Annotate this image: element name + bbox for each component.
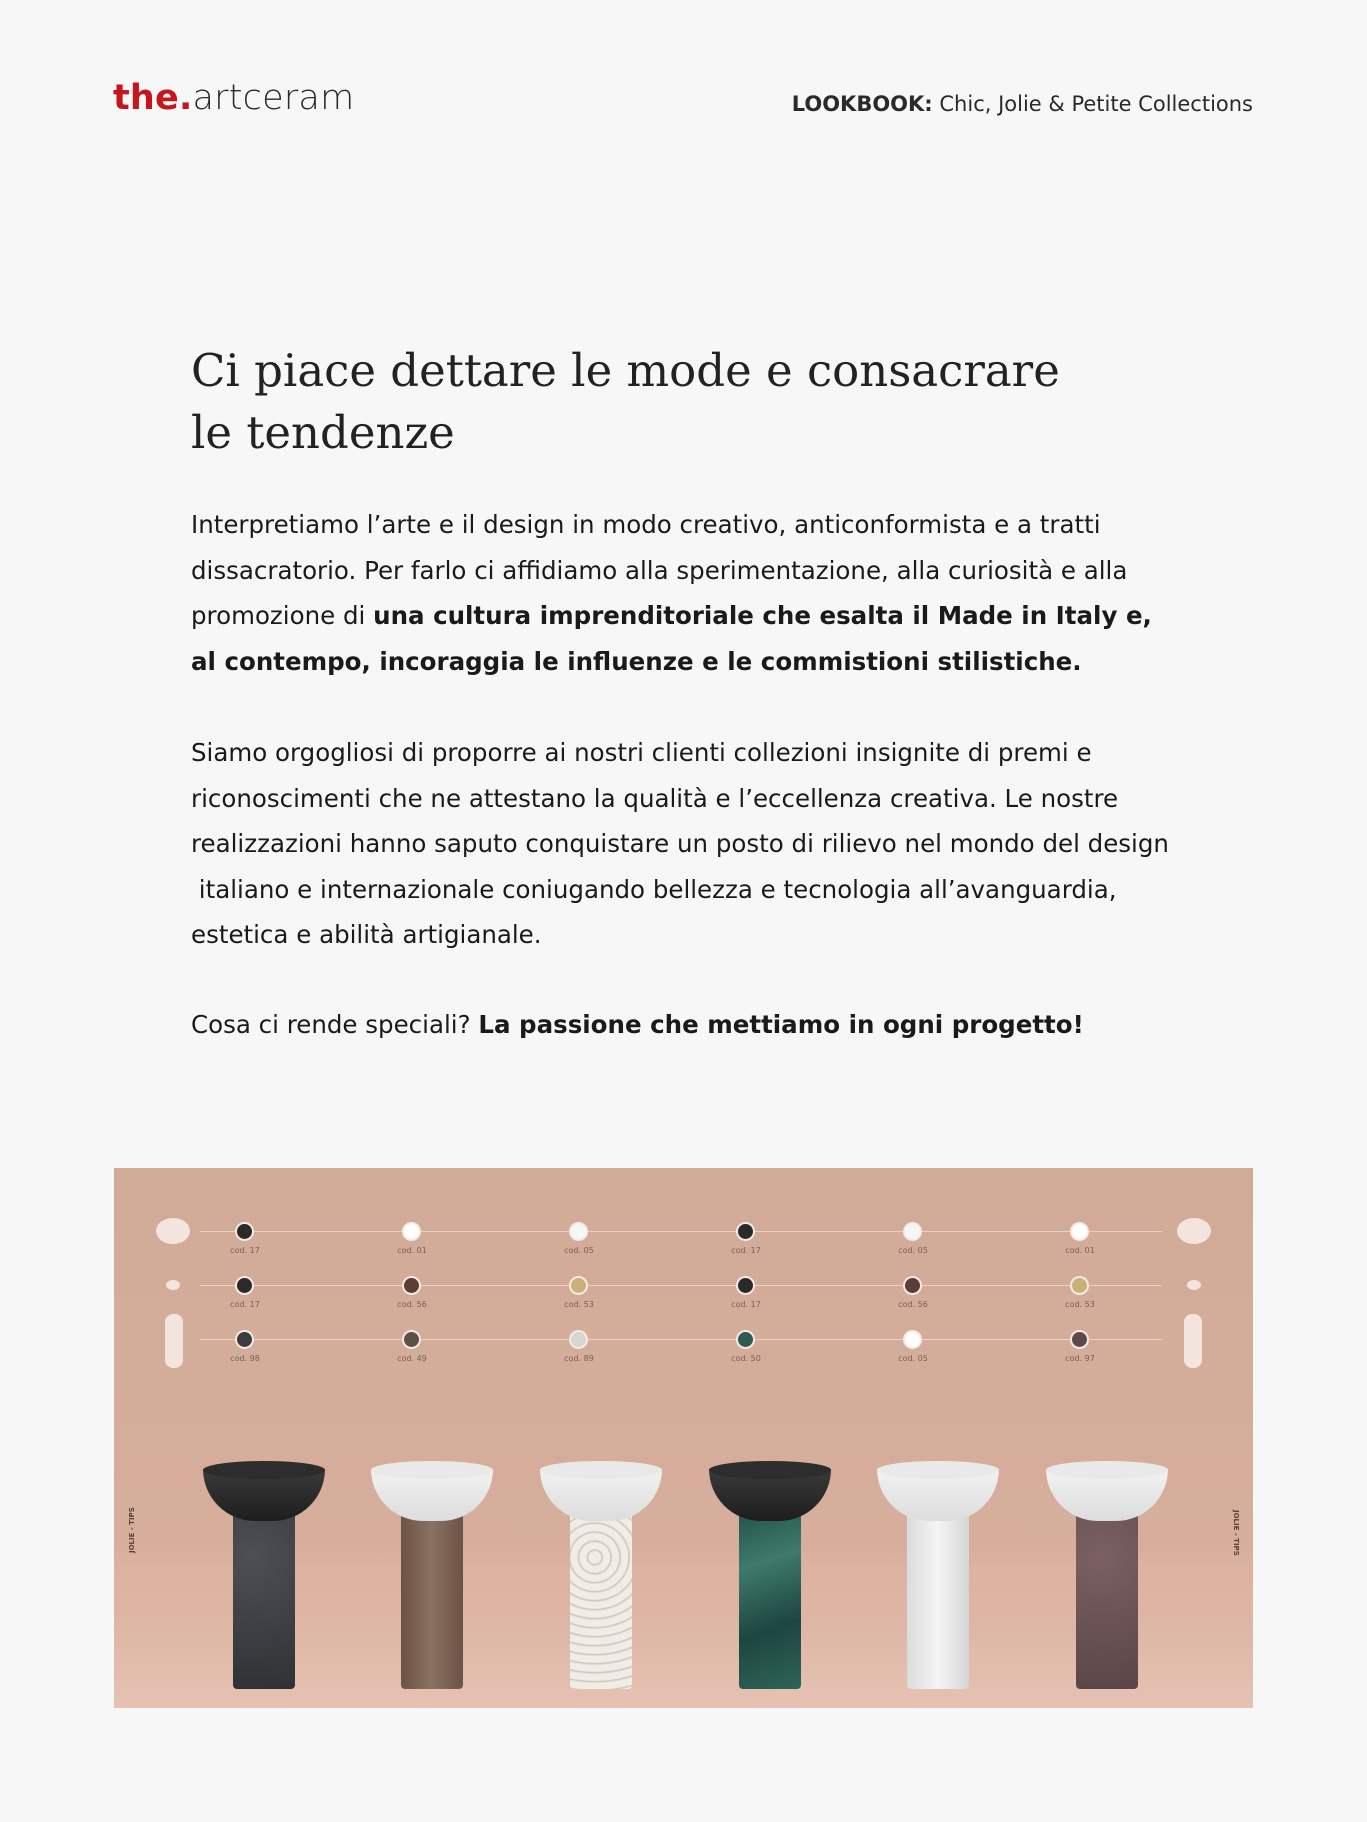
passion-paragraph [191,1002,1191,1048]
p2-line-2: riconoscimenti che ne attestano la qualità e l’eccellenza creativa. Le nostre [191,783,1119,813]
bowl-rim-white [1046,1461,1168,1479]
swatch-code: cod. 49 [397,1354,427,1363]
swatch-code: cod. 01 [397,1246,427,1255]
swatch-code: cod. 05 [898,1246,928,1255]
swatch-code: cod. 89 [564,1354,594,1363]
pedestal-terrazzo [570,1501,632,1689]
drain-view-left [166,1280,180,1290]
p3-plain: Cosa ci rende speciali? [191,1010,479,1039]
p1-line-3-bold: una cultura imprenditoriale che esalta il Made in Italy e, [373,601,1152,630]
bowl-rim-white [877,1461,999,1479]
lookbook-title [792,92,1253,116]
swatch-code: cod. 05 [564,1246,594,1255]
lookbook-label: LOOKBOOK: [791,92,933,116]
side-label-right: JOLIE - TIPS [1232,1510,1240,1556]
swatch-code: cod. 01 [1065,1246,1095,1255]
swatch-code: cod. 53 [1065,1300,1095,1309]
logo-dot: . [179,78,193,118]
p3-bold: La passione che mettiamo in ogni progetto! [478,1010,1084,1039]
p2-line-1: Siamo orgogliosi di proporre ai nostri clienti collezioni insignite di premi e [191,738,1092,767]
color-swatch[interactable] [905,1224,920,1239]
side-label-left: JOLIE - TIPS [128,1507,136,1553]
logo-brand: artceram [192,78,355,118]
p2-line-4: italiano e internazionale coniugando bellezza e tecnologia all’avanguardia, [191,874,1117,904]
top-view-bowl-right [1177,1218,1211,1244]
p1-line-2: dissacratorio. Per farlo ci affidiamo alla sperimentazione, alla curiosità e alla [191,555,1128,585]
swatch-line-1 [200,1231,1162,1232]
color-swatch[interactable] [738,1278,753,1293]
lookbook-collections: Chic, Jolie & Petite Collections [932,92,1253,116]
p1-line-1: Interpretiamo l’arte e il design in modo creativo, anticonformista e a tratti [191,510,1101,539]
pedestal-brown-marble [401,1501,463,1689]
color-swatch[interactable] [905,1332,920,1347]
drain-view-right [1187,1280,1201,1290]
awards-paragraph [191,730,1191,958]
swatch-code: cod. 05 [898,1354,928,1363]
bowl-rim-white [371,1461,493,1479]
pedestal-mauve-stone [1076,1501,1138,1689]
color-swatch[interactable] [738,1224,753,1239]
color-swatch[interactable] [571,1278,586,1293]
color-swatch[interactable] [1072,1224,1087,1239]
bowl-rim-black [203,1461,325,1479]
pedestal-white [907,1501,969,1689]
intro-paragraph [191,502,1191,684]
headline-line-1: Ci piace dettare le mode e consacrare [191,344,1060,397]
color-swatch[interactable] [237,1224,252,1239]
page-header [0,0,1367,140]
color-swatch[interactable] [237,1278,252,1293]
top-view-bowl-left [156,1218,190,1244]
bowl-rim-black [709,1461,831,1479]
color-swatch[interactable] [404,1332,419,1347]
jolie-collection-image [114,1168,1253,1708]
pedestal-view-left [165,1314,183,1368]
color-swatch[interactable] [237,1332,252,1347]
swatch-code: cod. 17 [731,1246,761,1255]
bowl-rim-white [540,1461,662,1479]
artceram-logo[interactable] [113,78,354,118]
color-swatch[interactable] [1072,1332,1087,1347]
color-swatch[interactable] [404,1224,419,1239]
swatch-line-2 [200,1285,1162,1286]
logo-the: the [113,78,179,118]
swatch-code: cod. 50 [731,1354,761,1363]
pedestal-black-stone [233,1501,295,1689]
p2-line-5: estetica e abilità artigianale. [191,920,542,949]
swatch-code: cod. 97 [1065,1354,1095,1363]
color-swatch[interactable] [1072,1278,1087,1293]
swatch-code: cod. 17 [230,1300,260,1309]
color-swatch[interactable] [571,1224,586,1239]
page-headline [191,340,1091,464]
headline-line-2: le tendenze [191,406,455,459]
pedestal-view-right [1184,1314,1202,1368]
swatch-code: cod. 56 [898,1300,928,1309]
pedestal-green-marble [739,1501,801,1689]
p2-line-3: realizzazioni hanno saputo conquistare un posto di rilievo nel mondo del design [191,829,1169,858]
swatch-code: cod. 17 [230,1246,260,1255]
swatch-code: cod. 98 [230,1354,260,1363]
color-swatch[interactable] [738,1332,753,1347]
swatch-code: cod. 53 [564,1300,594,1309]
color-swatch[interactable] [905,1278,920,1293]
swatch-code: cod. 17 [731,1300,761,1309]
p1-line-4-bold: al contempo, incoraggia le influenze e le commistioni stilistiche. [191,646,1082,676]
color-swatch[interactable] [404,1278,419,1293]
color-swatch[interactable] [571,1332,586,1347]
p1-line-3: promozione di [191,601,374,630]
swatch-line-3 [200,1339,1162,1340]
swatch-code: cod. 56 [397,1300,427,1309]
